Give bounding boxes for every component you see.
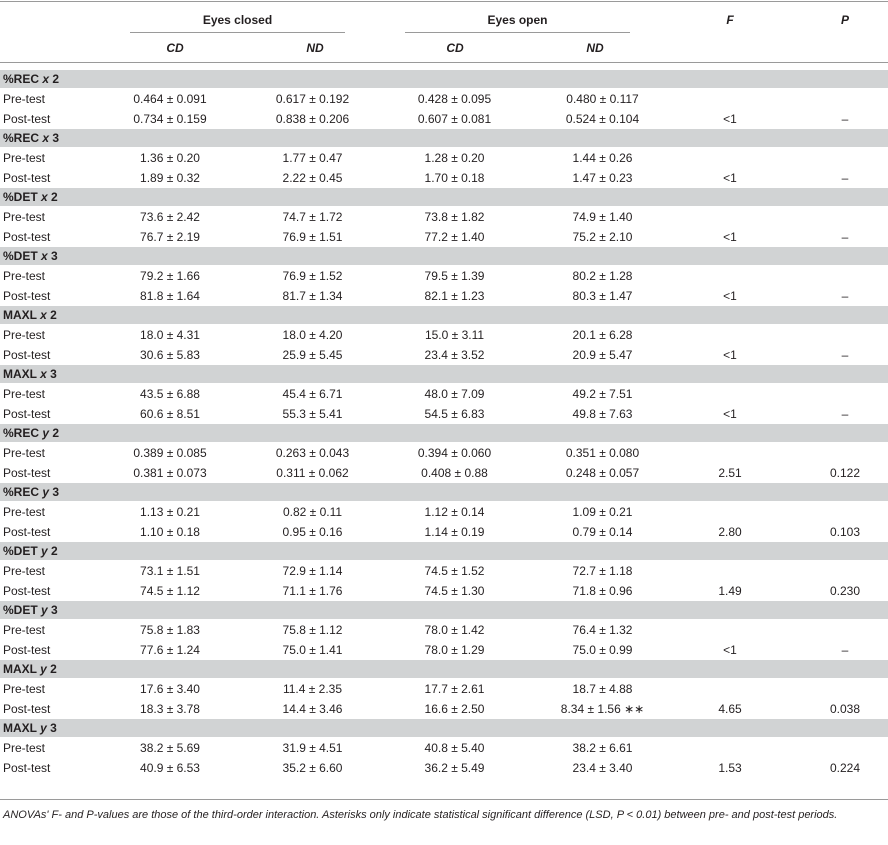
table-row — [0, 463, 888, 483]
section-title — [3, 662, 57, 676]
table-row — [0, 325, 888, 345]
cell-f: 2.80 — [718, 525, 742, 539]
row-label: Post-test — [3, 230, 51, 244]
cell-eo-nd: 75.0 ± 0.99 — [572, 643, 633, 657]
cell-eo-cd: 73.8 ± 1.82 — [424, 210, 485, 224]
table-row — [0, 522, 888, 542]
section-title — [3, 603, 58, 617]
cell-ec-cd: 0.381 ± 0.073 — [133, 466, 207, 480]
cell-ec-nd: 0.95 ± 0.16 — [282, 525, 343, 539]
section-measure: MAXL — [3, 721, 37, 735]
cell-eo-cd: 82.1 ± 1.23 — [424, 289, 485, 303]
section-order: 3 — [51, 603, 58, 617]
cell-eo-cd: 1.28 ± 0.20 — [424, 151, 485, 165]
cell-ec-nd: 25.9 ± 5.45 — [282, 348, 343, 362]
cell-f: <1 — [723, 643, 737, 657]
section-title — [3, 426, 59, 440]
section-header-row — [0, 424, 888, 442]
cell-eo-cd: 48.0 ± 7.09 — [424, 387, 485, 401]
table-row — [0, 620, 888, 640]
cell-ec-cd: 73.6 ± 2.42 — [140, 210, 200, 224]
row-label: Pre-test — [3, 446, 46, 460]
cell-eo-cd: 23.4 ± 3.52 — [424, 348, 485, 362]
cell-eo-nd: 1.47 ± 0.23 — [572, 171, 633, 185]
cell-ec-cd: 73.1 ± 1.51 — [140, 564, 200, 578]
cell-eo-cd: 36.2 ± 5.49 — [424, 761, 485, 775]
table-row — [0, 168, 888, 188]
cell-p: 0.230 — [829, 584, 861, 598]
row-label: Pre-test — [3, 328, 46, 342]
cell-ec-cd: 38.2 ± 5.69 — [140, 741, 200, 755]
cell-ec-nd: 0.617 ± 0.192 — [275, 92, 350, 106]
cell-ec-cd: 18.0 ± 4.31 — [140, 328, 200, 342]
cell-eo-cd: 74.5 ± 1.52 — [424, 564, 485, 578]
cell-f: <1 — [723, 289, 737, 303]
section-axis-symbol: x — [41, 190, 48, 204]
section-axis-symbol: x — [40, 367, 47, 381]
header-eyes-closed: Eyes closed — [202, 13, 273, 27]
cell-eo-nd: 0.79 ± 0.14 — [572, 525, 633, 539]
table-row — [0, 443, 888, 463]
cell-ec-nd: 76.9 ± 1.52 — [282, 269, 343, 283]
header-eyes-open-rule — [405, 32, 630, 33]
cell-eo-nd: 0.248 ± 0.057 — [565, 466, 640, 480]
cell-ec-nd: 45.4 ± 6.71 — [282, 387, 343, 401]
cell-ec-nd: 76.9 ± 1.51 — [282, 230, 343, 244]
cell-f: 1.49 — [718, 584, 742, 598]
cell-ec-nd: 0.263 ± 0.043 — [275, 446, 350, 460]
section-axis-symbol: y — [42, 426, 50, 440]
cell-eo-cd: 16.6 ± 2.50 — [424, 702, 485, 716]
header-p: P — [840, 13, 849, 27]
cell-f: <1 — [723, 407, 737, 421]
section-measure: %REC — [3, 485, 40, 499]
table-row — [0, 227, 888, 247]
cell-ec-cd: 79.2 ± 1.66 — [140, 269, 200, 283]
header-f: F — [726, 13, 734, 27]
table-row — [0, 581, 888, 601]
cell-p: 0.103 — [829, 525, 861, 539]
cell-eo-nd: 20.9 ± 5.47 — [572, 348, 633, 362]
section-header-row — [0, 188, 888, 206]
cell-eo-cd: 1.12 ± 0.14 — [424, 505, 485, 519]
table-row — [0, 148, 888, 168]
cell-ec-cd: 76.7 ± 2.19 — [140, 230, 200, 244]
cell-f: 2.51 — [718, 466, 742, 480]
section-order: 2 — [51, 544, 58, 558]
cell-eo-nd: 20.1 ± 6.28 — [572, 328, 633, 342]
section-header-row — [0, 660, 888, 678]
cell-eo-cd: 0.607 ± 0.081 — [417, 112, 492, 126]
row-label: Post-test — [3, 466, 51, 480]
cell-eo-nd: 75.2 ± 2.10 — [572, 230, 633, 244]
table-row — [0, 640, 888, 660]
cell-eo-cd: 77.2 ± 1.40 — [424, 230, 485, 244]
section-order: 3 — [52, 485, 60, 499]
cell-ec-nd: 14.4 ± 3.46 — [282, 702, 343, 716]
table-row — [0, 758, 888, 778]
section-axis-symbol: y — [40, 662, 47, 676]
row-label: Post-test — [3, 171, 51, 185]
header-eyes-closed-nd: ND — [306, 41, 324, 55]
cell-eo-cd: 0.394 ± 0.060 — [417, 446, 492, 460]
section-title — [3, 308, 57, 322]
section-measure: %REC — [3, 131, 40, 145]
cell-eo-cd: 15.0 ± 3.11 — [424, 328, 485, 342]
section-title — [3, 544, 58, 558]
cell-eo-nd: 0.480 ± 0.117 — [566, 92, 639, 106]
cell-p: – — [841, 171, 849, 185]
section-title — [3, 721, 57, 735]
section-measure: %DET — [3, 190, 38, 204]
section-order: 3 — [50, 367, 57, 381]
header-eyes-open-cd: CD — [446, 41, 464, 55]
cell-ec-cd: 74.5 ± 1.12 — [140, 584, 200, 598]
cell-eo-nd: 72.7 ± 1.18 — [572, 564, 633, 578]
cell-ec-nd: 0.838 ± 0.206 — [275, 112, 350, 126]
cell-ec-nd: 1.77 ± 0.47 — [282, 151, 343, 165]
cell-eo-nd: 0.351 ± 0.080 — [565, 446, 640, 460]
cell-eo-cd: 78.0 ± 1.42 — [424, 623, 485, 637]
section-title — [3, 367, 57, 381]
row-label: Pre-test — [3, 682, 46, 696]
row-label: Post-test — [3, 348, 51, 362]
cell-eo-nd: 23.4 ± 3.40 — [572, 761, 633, 775]
section-measure: MAXL — [3, 308, 37, 322]
row-label: Pre-test — [3, 210, 46, 224]
cell-eo-nd: 38.2 ± 6.61 — [572, 741, 633, 755]
row-label: Post-test — [3, 112, 51, 126]
row-label: Pre-test — [3, 564, 46, 578]
cell-eo-nd: 49.2 ± 7.51 — [572, 387, 633, 401]
section-axis-symbol: y — [40, 721, 47, 735]
table-row — [0, 502, 888, 522]
cell-ec-nd: 55.3 ± 5.41 — [282, 407, 343, 421]
cell-ec-cd: 17.6 ± 3.40 — [140, 682, 200, 696]
cell-f: 1.53 — [718, 761, 742, 775]
section-title — [3, 131, 59, 145]
section-order: 2 — [52, 426, 60, 440]
section-measure: MAXL — [3, 662, 37, 676]
table-top-rule — [0, 1, 888, 2]
cell-ec-cd: 81.8 ± 1.64 — [140, 289, 200, 303]
cell-eo-nd: 0.524 ± 0.104 — [565, 112, 640, 126]
section-header-row — [0, 719, 888, 737]
cell-ec-cd: 60.6 ± 8.51 — [140, 407, 200, 421]
section-measure: %REC — [3, 72, 40, 86]
section-title — [3, 485, 59, 499]
cell-p: 0.122 — [829, 466, 861, 480]
cell-p: – — [841, 230, 849, 244]
table-bottom-rule — [0, 799, 888, 800]
row-label: Post-test — [3, 407, 51, 421]
header-eyes-closed-cd: CD — [166, 41, 184, 55]
table-row — [0, 207, 888, 227]
section-axis-symbol: y — [41, 544, 48, 558]
section-header-row — [0, 365, 888, 383]
cell-eo-nd: 1.44 ± 0.26 — [572, 151, 633, 165]
section-order: 3 — [52, 131, 60, 145]
cell-eo-cd: 17.7 ± 2.61 — [424, 682, 485, 696]
section-measure: %DET — [3, 249, 38, 263]
cell-p: – — [841, 643, 849, 657]
section-header-row — [0, 483, 888, 501]
section-measure: %REC — [3, 426, 40, 440]
row-label: Post-test — [3, 289, 51, 303]
cell-ec-nd: 35.2 ± 6.60 — [282, 761, 343, 775]
cell-eo-cd: 78.0 ± 1.29 — [424, 643, 485, 657]
header-eyes-closed-rule — [130, 32, 345, 33]
header-eyes-open-nd: ND — [586, 41, 604, 55]
row-label: Pre-test — [3, 505, 46, 519]
cell-ec-nd: 74.7 ± 1.72 — [282, 210, 343, 224]
section-axis-symbol: x — [42, 131, 50, 145]
section-header-row — [0, 542, 888, 560]
cell-f: 4.65 — [718, 702, 742, 716]
cell-ec-cd: 75.8 ± 1.83 — [140, 623, 200, 637]
row-label: Pre-test — [3, 387, 46, 401]
row-label: Post-test — [3, 761, 51, 775]
cell-eo-nd: 74.9 ± 1.40 — [572, 210, 633, 224]
table-row — [0, 266, 888, 286]
table-body — [0, 70, 888, 778]
table-row — [0, 699, 888, 719]
row-label: Post-test — [3, 584, 51, 598]
cell-ec-nd: 11.4 ± 2.35 — [282, 682, 343, 696]
section-measure: MAXL — [3, 367, 37, 381]
cell-p: – — [841, 407, 849, 421]
cell-eo-cd: 79.5 ± 1.39 — [424, 269, 485, 283]
cell-ec-nd: 72.9 ± 1.14 — [282, 564, 343, 578]
cell-ec-cd: 0.464 ± 0.091 — [133, 92, 207, 106]
cell-p: – — [841, 289, 849, 303]
cell-ec-cd: 43.5 ± 6.88 — [140, 387, 200, 401]
table-row — [0, 89, 888, 109]
table-row — [0, 286, 888, 306]
cell-ec-cd: 1.36 ± 0.20 — [140, 151, 200, 165]
cell-ec-cd: 0.734 ± 0.159 — [133, 112, 207, 126]
table-row — [0, 404, 888, 424]
section-order: 3 — [50, 721, 57, 735]
row-label: Post-test — [3, 525, 51, 539]
section-header-row — [0, 601, 888, 619]
section-order: 2 — [50, 308, 57, 322]
cell-ec-cd: 40.9 ± 6.53 — [140, 761, 200, 775]
section-order: 3 — [51, 249, 58, 263]
cell-p: 0.224 — [829, 761, 861, 775]
cell-eo-cd: 0.428 ± 0.095 — [417, 92, 492, 106]
cell-eo-nd: 80.2 ± 1.28 — [572, 269, 633, 283]
section-measure: %DET — [3, 544, 38, 558]
table-row — [0, 679, 888, 699]
cell-ec-cd: 30.6 ± 5.83 — [140, 348, 200, 362]
section-axis-symbol: x — [40, 308, 47, 322]
section-measure: %DET — [3, 603, 38, 617]
section-header-row — [0, 247, 888, 265]
cell-ec-nd: 2.22 ± 0.45 — [282, 171, 343, 185]
cell-eo-cd: 40.8 ± 5.40 — [424, 741, 485, 755]
cell-ec-cd: 1.89 ± 0.32 — [140, 171, 200, 185]
row-label: Pre-test — [3, 623, 46, 637]
section-header-row — [0, 306, 888, 324]
header-eyes-open: Eyes open — [487, 13, 548, 27]
table-row — [0, 738, 888, 758]
section-axis-symbol: x — [41, 249, 48, 263]
cell-eo-nd: 18.7 ± 4.88 — [572, 682, 633, 696]
section-axis-symbol: y — [41, 603, 48, 617]
section-title — [3, 190, 58, 204]
cell-ec-cd: 0.389 ± 0.085 — [133, 446, 207, 460]
cell-ec-nd: 0.82 ± 0.11 — [282, 505, 343, 519]
header-bottom-rule — [0, 62, 888, 63]
cell-p: 0.038 — [829, 702, 861, 716]
row-label: Pre-test — [3, 269, 46, 283]
cell-ec-nd: 18.0 ± 4.20 — [282, 328, 343, 342]
section-header-row — [0, 70, 888, 88]
section-order: 2 — [51, 190, 58, 204]
row-label: Post-test — [3, 643, 51, 657]
cell-eo-nd: 1.09 ± 0.21 — [572, 505, 633, 519]
table-row — [0, 345, 888, 365]
cell-ec-cd: 77.6 ± 1.24 — [140, 643, 200, 657]
cell-eo-nd: 71.8 ± 0.96 — [572, 584, 633, 598]
cell-f: <1 — [723, 112, 737, 126]
table-row — [0, 109, 888, 129]
cell-f: <1 — [723, 171, 737, 185]
cell-eo-nd: 76.4 ± 1.32 — [572, 623, 633, 637]
cell-p: – — [841, 112, 849, 126]
cell-eo-nd: 8.34 ± 1.56 ∗∗ — [560, 702, 645, 716]
cell-ec-nd: 75.8 ± 1.12 — [282, 623, 343, 637]
cell-f: <1 — [723, 230, 737, 244]
section-title — [3, 249, 58, 263]
cell-eo-cd: 74.5 ± 1.30 — [424, 584, 485, 598]
cell-ec-cd: 1.10 ± 0.18 — [140, 525, 200, 539]
section-axis-symbol: x — [42, 72, 50, 86]
cell-eo-cd: 54.5 ± 6.83 — [424, 407, 485, 421]
cell-eo-nd: 80.3 ± 1.47 — [572, 289, 633, 303]
table-row — [0, 384, 888, 404]
section-order: 2 — [50, 662, 57, 676]
cell-eo-cd: 0.408 ± 0.88 — [421, 466, 488, 480]
cell-ec-nd: 71.1 ± 1.76 — [282, 584, 343, 598]
table-row — [0, 561, 888, 581]
cell-ec-nd: 81.7 ± 1.34 — [282, 289, 343, 303]
cell-ec-cd: 18.3 ± 3.78 — [140, 702, 200, 716]
cell-f: <1 — [723, 348, 737, 362]
section-header-row — [0, 129, 888, 147]
cell-eo-cd: 1.70 ± 0.18 — [424, 171, 485, 185]
row-label: Pre-test — [3, 151, 46, 165]
cell-eo-cd: 1.14 ± 0.19 — [424, 525, 485, 539]
cell-ec-nd: 75.0 ± 1.41 — [282, 643, 343, 657]
section-axis-symbol: y — [42, 485, 50, 499]
table-footnote: ANOVAs' F- and P-values are those of the third-order interaction. Asterisks only indicate statistical significant difference (LSD, P < 0.01) between pre- and post-test periods. — [3, 809, 838, 821]
row-label: Post-test — [3, 702, 51, 716]
row-label: Pre-test — [3, 92, 46, 106]
section-title — [3, 72, 59, 86]
section-order: 2 — [52, 72, 60, 86]
cell-ec-cd: 1.13 ± 0.21 — [140, 505, 200, 519]
cell-p: – — [841, 348, 849, 362]
cell-ec-nd: 31.9 ± 4.51 — [282, 741, 343, 755]
row-label: Pre-test — [3, 741, 46, 755]
cell-eo-nd: 49.8 ± 7.63 — [572, 407, 633, 421]
cell-ec-nd: 0.311 ± 0.062 — [276, 466, 349, 480]
